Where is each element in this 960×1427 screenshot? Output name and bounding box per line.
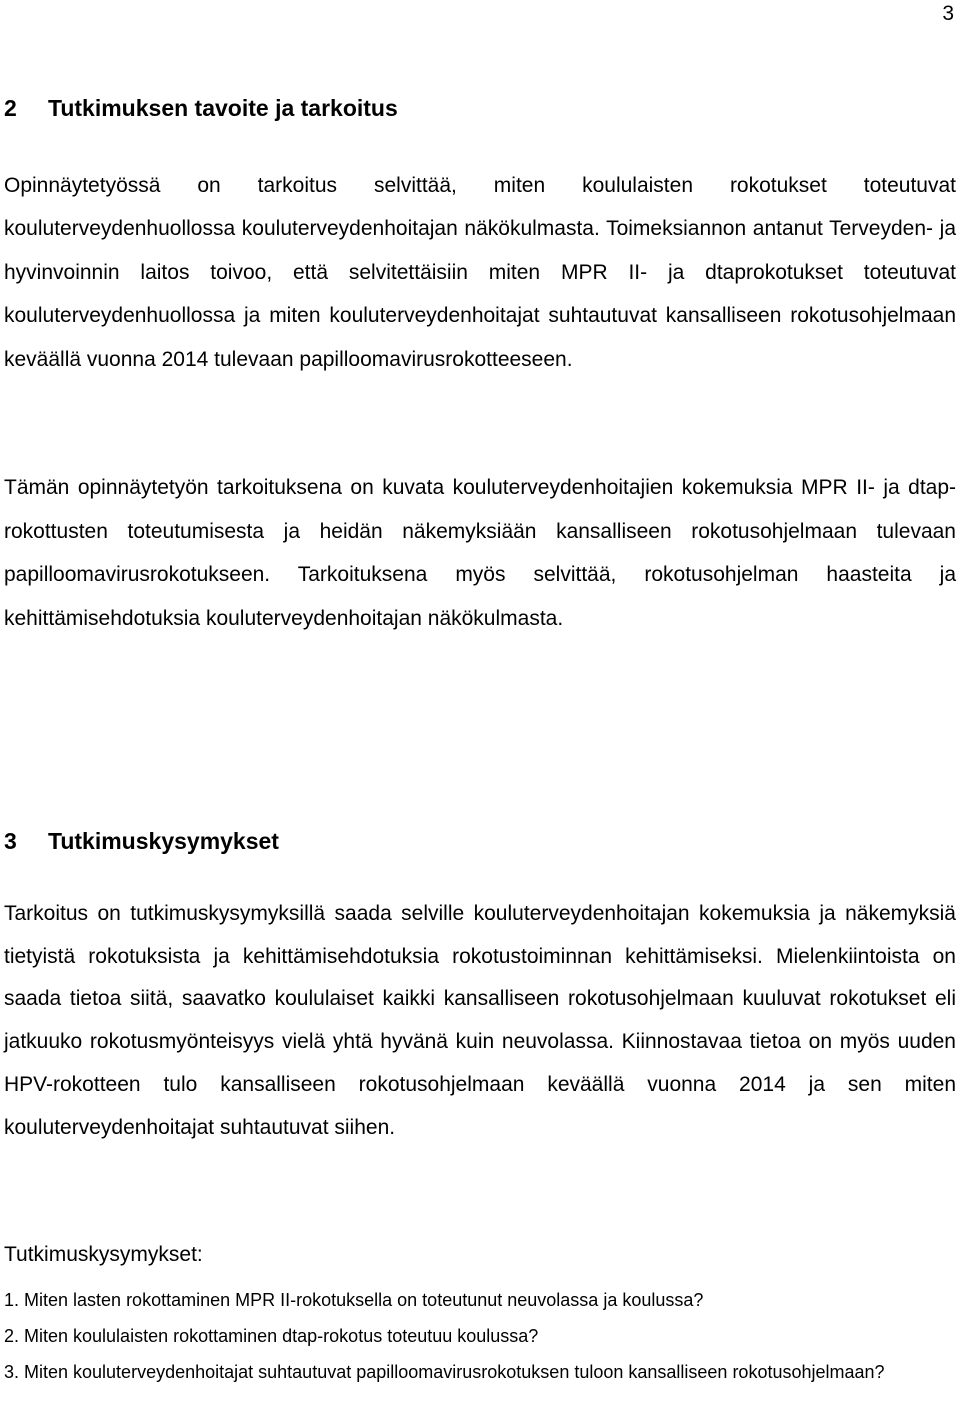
- section-3-number: 3: [4, 828, 17, 854]
- section-2-paragraph-2: Tämän opinnäytetyön tarkoituksena on kuvata kouluterveydenhoitajien kokemuksia MPR II- ja dtap-rokottusten toteutumisesta ja heidän näkemyksiään kansalliseen rokotusohjelmaan tulevaan papilloomavirusrokotukseen. Tarkoituksena myös selvittää, rokotusohjelman haasteita ja kehittämisehdotuksia kouluterveydenhoitajan näkökulmasta.: [4, 476, 956, 630]
- research-question-3: 3. Miten kouluterveydenhoitajat suhtautuvat papilloomavirusrokotuksen tuloon kansalliseen rokotusohjelmaan?: [4, 1362, 885, 1382]
- section-2-title: Tutkimuksen tavoite ja tarkoitus: [48, 95, 398, 121]
- page-number: 3: [942, 2, 954, 25]
- research-question-2: 2. Miten koululaisten rokottaminen dtap-rokotus toteutuu koulussa?: [4, 1326, 539, 1346]
- research-questions-label: Tutkimuskysymykset:: [4, 1243, 203, 1266]
- section-3-heading: [4, 828, 279, 855]
- section-2-number: 2: [4, 95, 17, 121]
- section-3-paragraph-1: Tarkoitus on tutkimuskysymyksillä saada selville kouluterveydenhoitajan kokemuksia ja näkemyksiä tietyistä rokotuksista ja kehittämisehdotuksia rokotustoiminnan kehittämiseksi. Mielenkiintoista on saada tietoa siitä, saavatko koululaiset kaikki kansalliseen rokotusohjelmaan kuuluvat rokotukset eli jatkuuko rokotusmyönteisyys vielä yhtä hyvänä kuin neuvolassa. Kiinnostavaa tietoa on myös uuden HPV-rokotteen tulo kansalliseen rokotusohjelmaan keväällä vuonna 2014 ja sen miten kouluterveydenhoitajat suhtautuvat siihen.: [4, 902, 956, 1139]
- section-3-title: Tutkimuskysymykset: [48, 828, 279, 854]
- research-question-1: 1. Miten lasten rokottaminen MPR II-rokotuksella on toteutunut neuvolassa ja koulussa?: [4, 1290, 704, 1310]
- section-2-paragraph-1: Opinnäytetyössä on tarkoitus selvittää, miten koululaisten rokotukset toteutuvat kouluterveydenhuollossa kouluterveydenhoitajan näkökulmasta. Toimeksiannon antanut Terveyden- ja hyvinvoinnin laitos toivoo, että selvitettäisiin miten MPR II- ja dtaprokotukset toteutuvat kouluterveydenhuollossa ja miten kouluterveydenhoitajat suhtautuvat kansalliseen rokotusohjelmaan keväällä vuonna 2014 tulevaan papilloomavirusrokotteeseen.: [4, 174, 956, 371]
- section-2-heading: [4, 95, 398, 122]
